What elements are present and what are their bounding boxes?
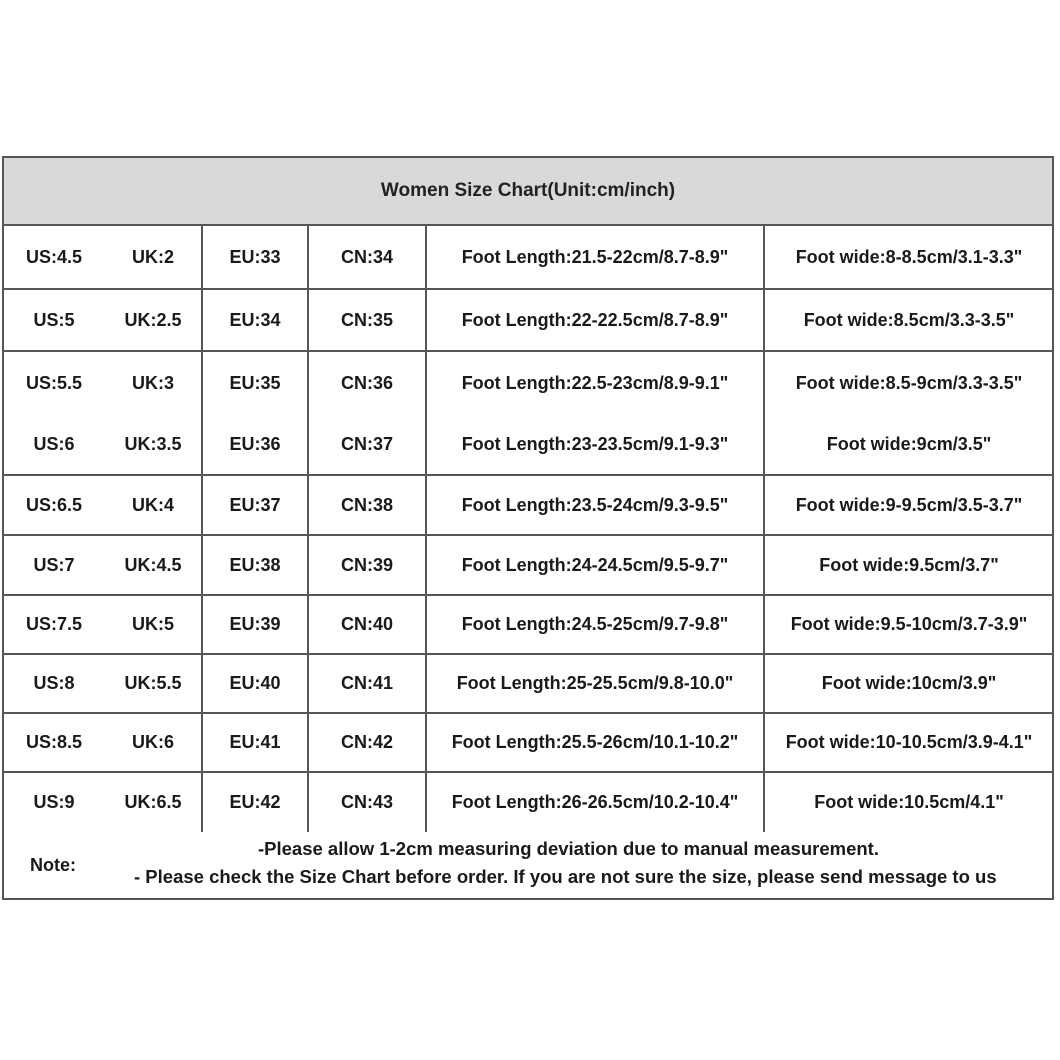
us-size-cell: US:8 [33,673,75,693]
eu-size-cell: EU:37 [229,494,281,515]
uk-size-cell: UK:2.5 [124,309,182,330]
us-size-cell: US:4.5 [25,246,83,267]
eu-size-cell: EU:34 [229,309,281,330]
uk-size-cell: UK:3 [131,372,174,393]
foot-wide-cell: Foot wide:9cm/3.5" [826,433,992,454]
table-row [4,596,1052,655]
us-size-cell: US:5 [33,309,75,330]
foot-length-cell: Foot Length:21.5-22cm/8.7-8.9" [461,246,729,267]
column-divider [425,226,427,832]
table-row [4,226,1052,290]
us-size-cell: US:5.5 [25,372,83,393]
foot-wide-cell: Foot wide:10cm/3.9" [821,673,997,693]
column-divider [307,226,309,832]
cn-size-cell: CN:39 [340,554,393,575]
foot-length-cell: Foot Length:24-24.5cm/9.5-9.7" [461,554,729,575]
eu-size-cell: EU:36 [229,433,281,454]
table-row [4,352,1052,414]
foot-wide-cell: Foot wide:8.5-9cm/3.3-3.5" [795,372,1023,393]
cn-size-cell: CN:43 [340,792,393,812]
note-label: Note: [30,854,76,875]
foot-length-cell: Foot Length:25.5-26cm/10.1-10.2" [451,732,739,752]
foot-length-cell: Foot Length:22.5-23cm/8.9-9.1" [461,372,729,393]
foot-wide-cell: Foot wide:9.5cm/3.7" [819,554,999,575]
eu-size-cell: EU:38 [229,554,281,575]
chart-title: Women Size Chart(Unit:cm/inch) [4,158,1052,226]
uk-size-cell: UK:4 [131,494,174,515]
cn-size-cell: CN:40 [340,614,393,634]
eu-size-cell: EU:35 [229,372,281,393]
note-line-deviation: -Please allow 1-2cm measuring deviation due to manual measurement. [258,838,879,859]
foot-wide-cell: Foot wide:9-9.5cm/3.5-3.7" [795,494,1023,515]
eu-size-cell: EU:33 [229,246,281,267]
table-row [4,536,1052,596]
us-size-cell: US:9 [33,792,75,812]
foot-wide-cell: Foot wide:8-8.5cm/3.1-3.3" [795,246,1023,267]
uk-size-cell: UK:3.5 [124,433,182,454]
eu-size-cell: EU:41 [229,732,281,752]
column-divider [763,226,765,832]
us-size-cell: US:6.5 [25,494,83,515]
foot-wide-cell: Foot wide:10.5cm/4.1" [814,792,1004,812]
table-row [4,714,1052,773]
table-row [4,476,1052,536]
us-size-cell: US:7 [33,554,75,575]
foot-length-cell: Foot Length:23.5-24cm/9.3-9.5" [461,494,729,515]
table-row [4,290,1052,352]
cn-size-cell: CN:42 [340,732,393,752]
foot-length-cell: Foot Length:23-23.5cm/9.1-9.3" [461,433,729,454]
uk-size-cell: UK:5 [131,614,174,634]
column-divider [201,226,203,832]
foot-length-cell: Foot Length:26-26.5cm/10.2-10.4" [451,792,739,812]
foot-wide-cell: Foot wide:9.5-10cm/3.7-3.9" [790,614,1028,634]
uk-size-cell: UK:6 [131,732,174,752]
size-chart-table [2,156,1054,900]
eu-size-cell: EU:42 [229,792,281,812]
uk-size-cell: UK:5.5 [124,673,182,693]
foot-wide-cell: Foot wide:8.5cm/3.3-3.5" [803,309,1015,330]
foot-wide-cell: Foot wide:10-10.5cm/3.9-4.1" [785,732,1033,752]
table-row [4,773,1052,832]
cn-size-cell: CN:36 [340,372,393,393]
us-size-cell: US:6 [33,433,75,454]
table-row [4,414,1052,476]
us-size-cell: US:8.5 [25,732,83,752]
us-size-cell: US:7.5 [25,614,83,634]
cn-size-cell: CN:34 [340,246,393,267]
uk-size-cell: UK:4.5 [124,554,182,575]
eu-size-cell: EU:40 [229,673,281,693]
foot-length-cell: Foot Length:25-25.5cm/9.8-10.0" [456,673,734,693]
note-line-check-size: - Please check the Size Chart before order. If you are not sure the size, please send message to us [134,866,997,887]
foot-length-cell: Foot Length:22-22.5cm/8.7-8.9" [461,309,729,330]
cn-size-cell: CN:35 [340,309,393,330]
foot-length-cell: Foot Length:24.5-25cm/9.7-9.8" [461,614,729,634]
uk-size-cell: UK:2 [131,246,174,267]
table-row [4,655,1052,714]
note-section [4,832,1052,898]
cn-size-cell: CN:37 [340,433,393,454]
eu-size-cell: EU:39 [229,614,281,634]
uk-size-cell: UK:6.5 [124,792,182,812]
cn-size-cell: CN:38 [340,494,393,515]
cn-size-cell: CN:41 [340,673,393,693]
